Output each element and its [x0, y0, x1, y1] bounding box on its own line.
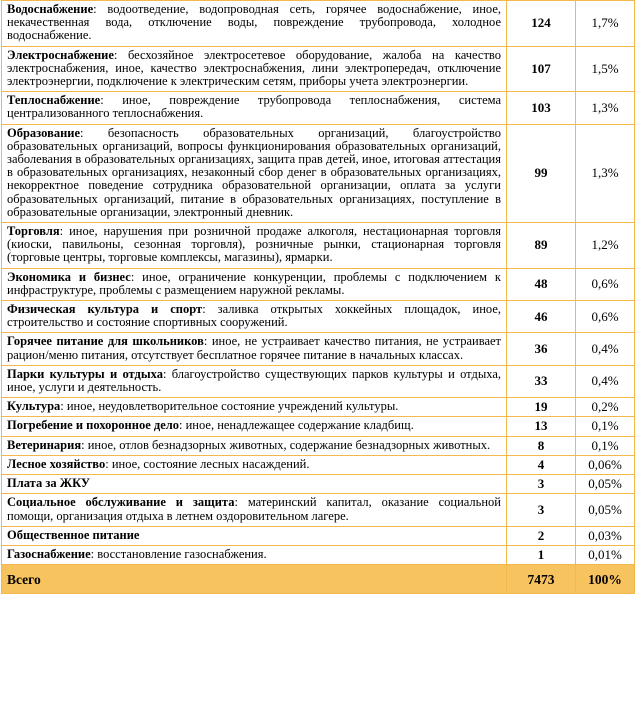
table-row [2, 301, 635, 333]
category-title: Социальное обслуживание и защита [7, 495, 235, 510]
category-description: : иное, ненадлежащее содержание кладбищ. [179, 418, 414, 433]
table-row [2, 417, 635, 436]
count-cell: 48 [507, 268, 576, 300]
category-title: Общественное питание [7, 527, 140, 542]
category-cell [2, 545, 507, 564]
percent-cell: 0,6% [576, 301, 635, 333]
category-description: : иное, нарушения при розничной продаже алкоголя, нестационарная торговля (киоски, павильоны, сезонная торговля), розничные рынки, стационарная торговля (торговые центры, торговые комплексы, магазины), ярмарки. [7, 224, 501, 265]
count-cell: 3 [507, 494, 576, 526]
count-cell: 1 [507, 545, 576, 564]
count-cell: 36 [507, 333, 576, 365]
percent-cell: 1,3% [576, 124, 635, 222]
category-cell [2, 398, 507, 417]
appeals-table [1, 0, 635, 594]
category-title: Ветеринария [7, 437, 82, 452]
table-row [2, 398, 635, 417]
percent-cell: 1,7% [576, 1, 635, 47]
category-title: Погребение и похоронное дело [7, 418, 180, 433]
percent-cell: 0,01% [576, 545, 635, 564]
category-cell [2, 223, 507, 269]
count-cell: 33 [507, 365, 576, 397]
category-title: Газоснабжение [7, 546, 91, 561]
table-row [2, 223, 635, 269]
percent-cell: 0,4% [576, 333, 635, 365]
category-description: : иное, неудовлетворительное состояние учреждений культуры. [60, 399, 399, 414]
category-description: : иное, ограничение конкуренции, проблемы с подключением к инфраструктуре, проблемы с размещением наружной рекламы. [7, 269, 502, 297]
count-cell: 13 [507, 417, 576, 436]
category-description: : иное, не устраивает качество питания, не устраивает рацион/меню питания, отсутствует бесплатное горячее питание в начальных классах. [7, 334, 501, 362]
total-row [2, 565, 635, 594]
percent-cell: 0,06% [576, 455, 635, 474]
category-cell [2, 417, 507, 436]
category-description: : восстановление газоснабжения. [90, 546, 267, 561]
count-cell: 8 [507, 436, 576, 455]
count-cell: 89 [507, 223, 576, 269]
table-row [2, 365, 635, 397]
percent-cell: 0,1% [576, 417, 635, 436]
table-row [2, 124, 635, 222]
percent-cell: 1,3% [576, 92, 635, 124]
table-row [2, 333, 635, 365]
category-title: Образование [7, 125, 81, 140]
category-title: Водоснабжение [7, 2, 94, 16]
category-cell [2, 46, 507, 92]
percent-cell: 1,2% [576, 223, 635, 269]
category-title: Горячее питание для школьников [7, 334, 204, 349]
percent-cell: 0,1% [576, 436, 635, 455]
category-description: : бесхозяйное электросетевое оборудование, жалоба на качество электроснабжения, иное, качество электроснабжения, лини электропередач, отключение электроэнергии, подключение к электрическим сетям, приборы учета электроэнергии. [7, 47, 501, 89]
category-title: Парки культуры и отдыха [7, 366, 163, 381]
count-cell: 19 [507, 398, 576, 417]
category-title: Электроснабжение [7, 47, 114, 62]
category-description: : иное, отлов безнадзорных животных, содержание безнадзорных животных. [81, 437, 491, 452]
category-description: : водоотведение, водопроводная сеть, горячее водоснабжение, иное, некачественная вода, отключение воды, повреждение трубопровода, холодное водоснабжение. [7, 2, 501, 43]
category-title: Культура [7, 399, 61, 414]
table-row [2, 526, 635, 545]
category-description: : безопасность образовательных организаций, благоустройство образовательных организаций, вопросы функционирования образовательных организаций, заболевания в образовательных организациях, защита прав детей, иное, итоговая аттестация в образовательных организациях, незаконный сбор денег в образовательных организациях, некорректное поведение сотрудника образовательной организации, оплата за услуги образовательных организаций, питание в образовательных организациях, поступление в образовательные организации, электронный дневник. [7, 125, 501, 219]
table-row [2, 46, 635, 92]
count-cell: 2 [507, 526, 576, 545]
category-title: Теплоснабжение [7, 93, 101, 108]
category-description: : материнский капитал, оказание социальной помощи, организация отдыха в летнем оздоровительном лагере. [7, 495, 501, 523]
table-row [2, 92, 635, 124]
category-title: Торговля [7, 224, 60, 239]
category-cell [2, 268, 507, 300]
category-cell [2, 494, 507, 526]
count-cell: 107 [507, 46, 576, 92]
percent-cell: 0,05% [576, 494, 635, 526]
category-description: : заливка открытых хоккейных площадок, иное, строительство и состояние спортивных сооружений. [7, 302, 501, 330]
category-cell [2, 301, 507, 333]
percent-cell: 0,05% [576, 475, 635, 494]
table-row [2, 545, 635, 564]
percent-cell: 0,03% [576, 526, 635, 545]
category-title: Физическая культура и спорт [7, 302, 203, 317]
category-cell [2, 124, 507, 222]
table-row [2, 436, 635, 455]
count-cell: 124 [507, 1, 576, 47]
category-description: : иное, состояние лесных насаждений. [105, 456, 310, 471]
category-title: Лесное хозяйство [7, 456, 106, 471]
category-cell [2, 436, 507, 455]
percent-cell: 0,4% [576, 365, 635, 397]
category-title: Экономика и бизнес [7, 269, 131, 284]
category-cell [2, 455, 507, 474]
total-percent: 100% [576, 565, 635, 594]
category-cell [2, 1, 507, 47]
table-row [2, 268, 635, 300]
count-cell: 4 [507, 455, 576, 474]
table-row [2, 475, 635, 494]
table-row [2, 455, 635, 474]
count-cell: 99 [507, 124, 576, 222]
total-label: Всего [2, 565, 507, 594]
table-body [2, 1, 635, 565]
category-cell [2, 475, 507, 494]
category-cell [2, 92, 507, 124]
percent-cell: 1,5% [576, 46, 635, 92]
category-title: Плата за ЖКУ [7, 476, 91, 491]
table-row [2, 1, 635, 47]
count-cell: 3 [507, 475, 576, 494]
percent-cell: 0,6% [576, 268, 635, 300]
count-cell: 46 [507, 301, 576, 333]
percent-cell: 0,2% [576, 398, 635, 417]
count-cell: 103 [507, 92, 576, 124]
category-description: : иное, повреждение трубопровода теплоснабжения, система централизованного теплоснабжения. [7, 93, 501, 121]
category-description: : благоустройство существующих парков культуры и отдыха, иное, услуги и деятельность. [7, 366, 501, 395]
category-cell [2, 333, 507, 365]
category-cell [2, 526, 507, 545]
table-row [2, 494, 635, 526]
total-count: 7473 [507, 565, 576, 594]
category-cell [2, 365, 507, 397]
